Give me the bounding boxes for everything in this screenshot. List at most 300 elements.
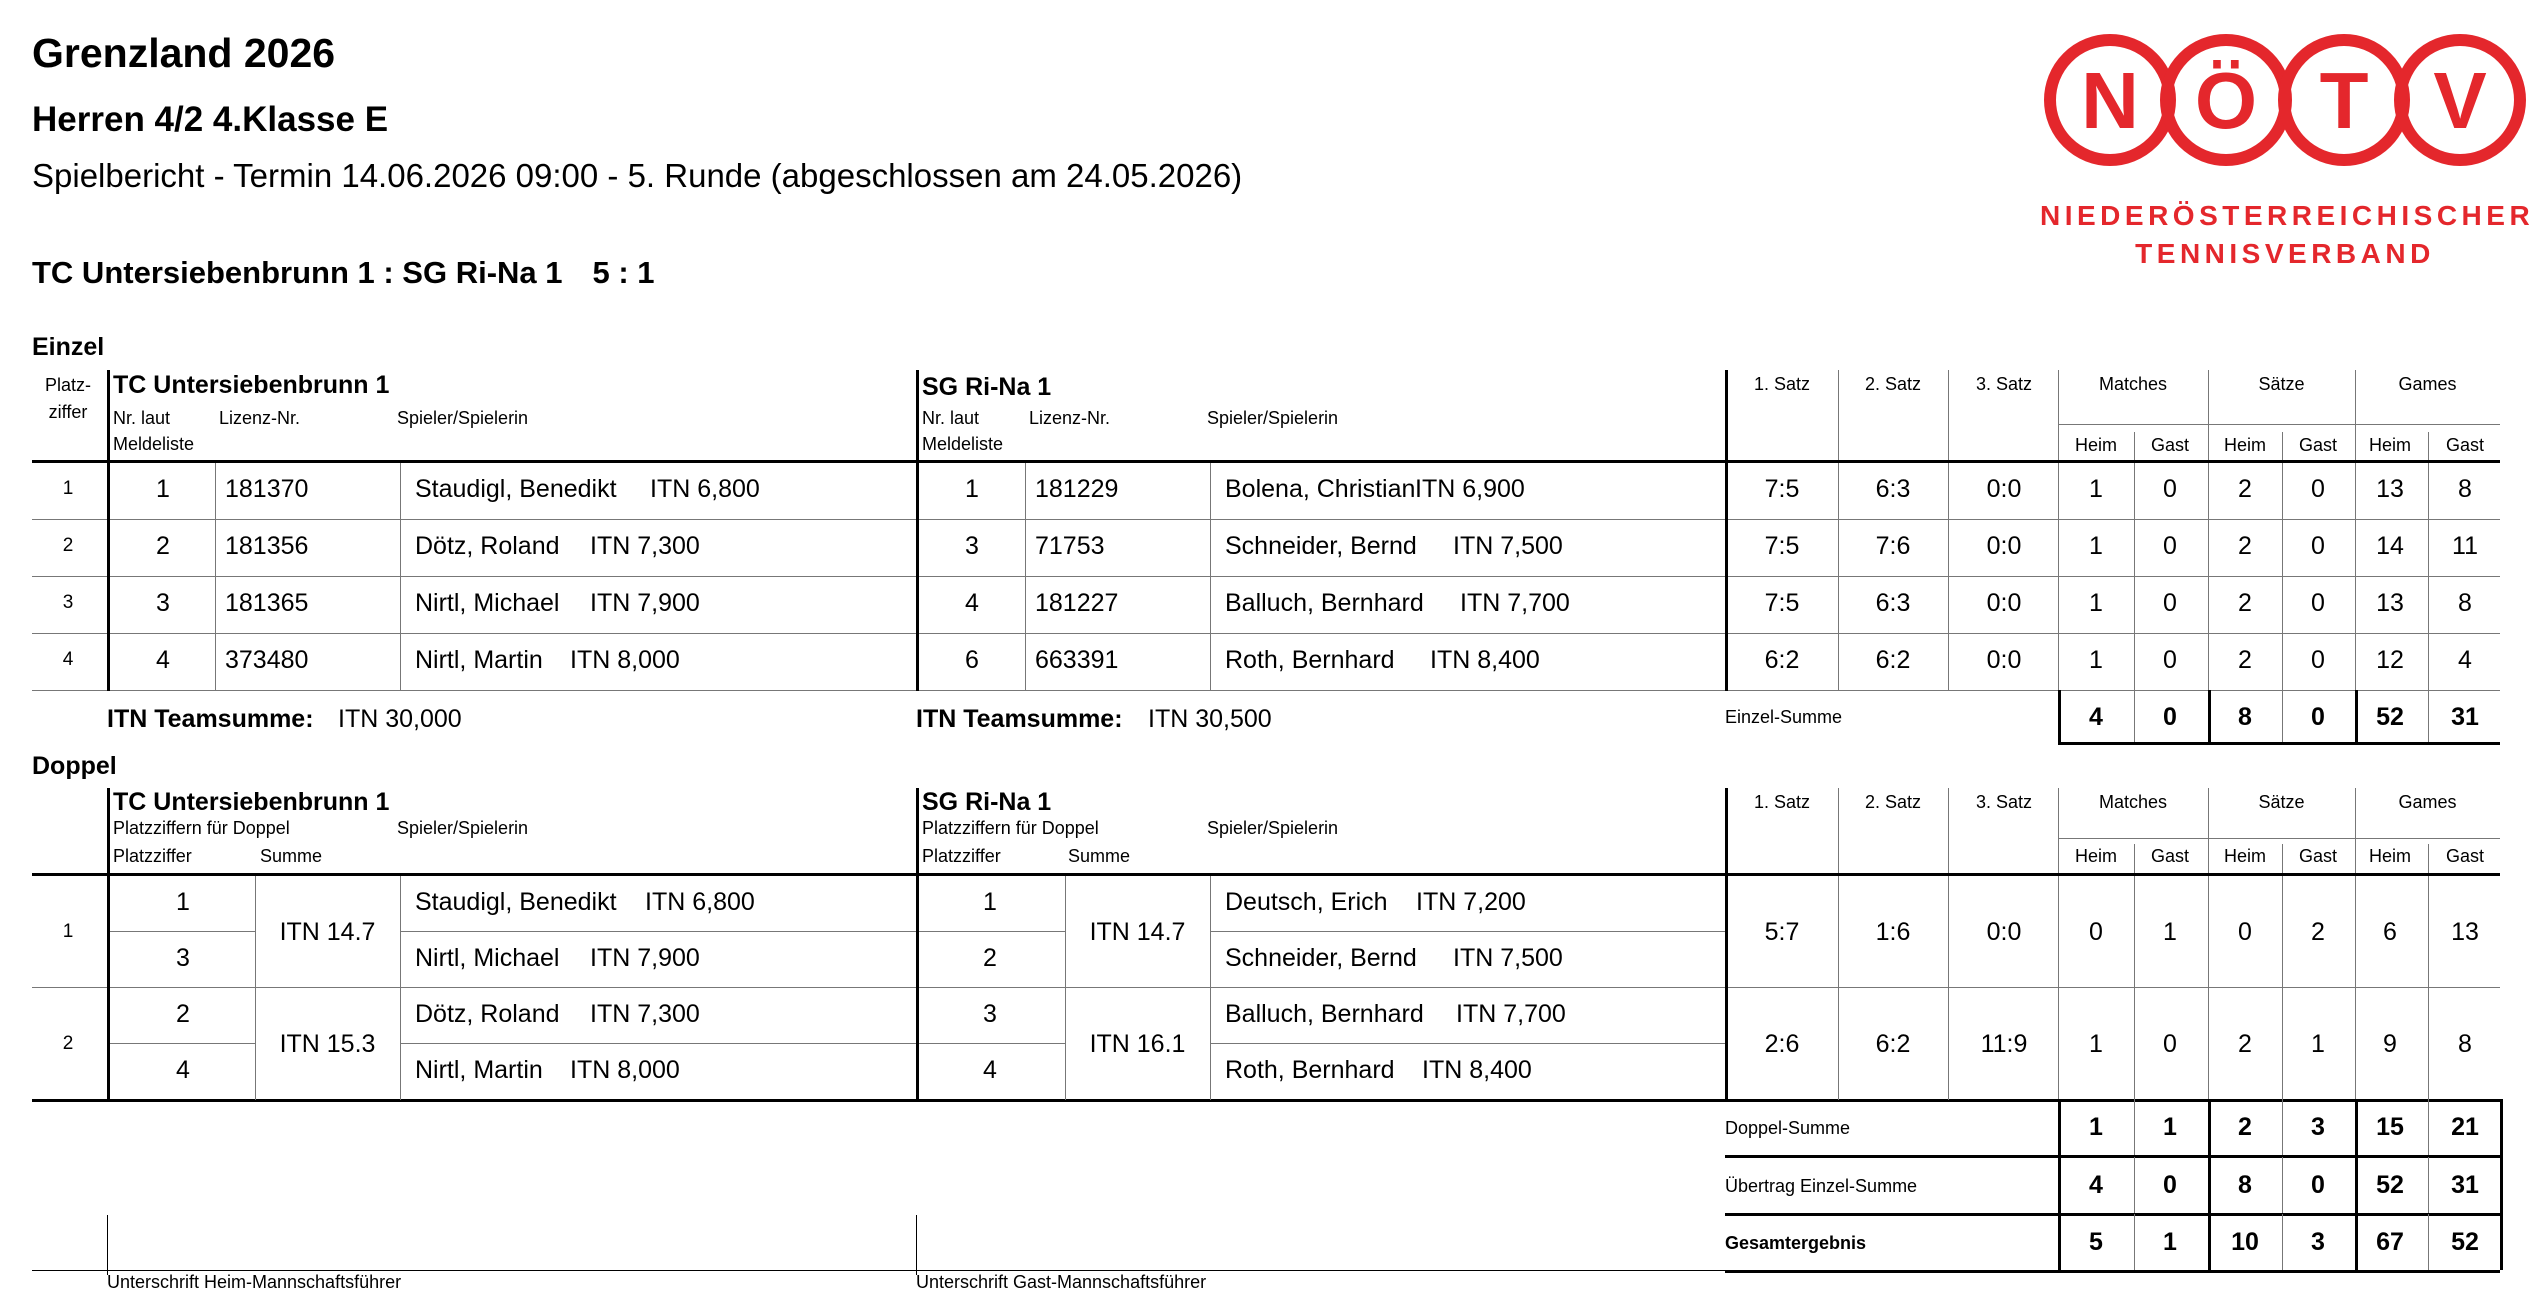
rule-line [1838, 370, 1839, 460]
header-satz1: 1. Satz [1753, 374, 1811, 394]
rule-line [2134, 1099, 2135, 1157]
rule-line [1948, 463, 1949, 691]
singles-away-name: Bolena, Christian [1225, 475, 1416, 503]
singles-platzziffer: 1 [62, 478, 74, 499]
header-platz: Platz- [44, 375, 92, 395]
header-spieler-doppel-home: Spieler/Spielerin [397, 818, 529, 838]
doubles-home-pz2: 4 [176, 1056, 190, 1084]
rule-line [2208, 690, 2211, 744]
singles-s3: 0:0 [1986, 646, 2022, 674]
doppel-header-satz2: 2. Satz [1864, 792, 1922, 812]
singles-home-nr: 4 [156, 646, 170, 674]
doubles-home-name1: Dötz, Roland [415, 1000, 560, 1028]
singles-away-name: Balluch, Bernhard [1225, 589, 1424, 617]
match-score: 5 : 1 [592, 255, 655, 290]
rule-line [1725, 1213, 2500, 1216]
doubles-home-pz1: 2 [176, 1000, 190, 1028]
rule-line [2428, 876, 2429, 1100]
singles-gG: 4 [2458, 646, 2472, 674]
rule-line [916, 788, 919, 874]
rule-line [916, 463, 919, 691]
header-saetze: Sätze [2258, 374, 2305, 394]
logo-letter-t: T [2319, 56, 2369, 145]
doubles-sH: 0 [2238, 918, 2252, 946]
doubles-s1: 2:6 [1764, 1030, 1800, 1058]
header-pf-doppel-home: Platzziffern für Doppel [113, 818, 290, 838]
rule-line [107, 370, 110, 460]
uebertrag-summe-gG: 31 [2451, 1171, 2479, 1199]
gesamtergebnis-mG: 1 [2163, 1228, 2177, 1256]
page-title: Grenzland 2026 [32, 30, 336, 76]
doppel-header-gH-heim: Heim [2368, 846, 2412, 866]
doubles-home-summe: ITN 14.7 [279, 918, 376, 946]
singles-mG: 0 [2163, 532, 2177, 560]
rule-line [2058, 1157, 2061, 1215]
doubles-home-itn2: ITN 8,000 [570, 1056, 680, 1084]
rule-line [2134, 690, 2135, 744]
doubles-away-name2: Roth, Bernhard [1225, 1056, 1395, 1084]
singles-home-name: Nirtl, Michael [415, 589, 560, 617]
rule-line [916, 931, 1065, 932]
header-meldeliste-home: Meldeliste [113, 434, 195, 454]
rule-line [2134, 463, 2135, 691]
signature-home-label: Unterschrift Heim-Mannschaftsführer [107, 1272, 402, 1292]
gesamtergebnis-gH: 67 [2376, 1228, 2404, 1256]
singles-away-nr: 6 [965, 646, 979, 674]
doppel-header-mG-gast: Gast [2150, 846, 2190, 866]
singles-mG: 0 [2163, 646, 2177, 674]
singles-gG: 8 [2458, 475, 2472, 503]
rule-line [32, 460, 2500, 463]
singles-s2: 6:3 [1875, 475, 1911, 503]
header-gG-gast: Gast [2445, 435, 2485, 455]
singles-sG: 0 [2311, 475, 2325, 503]
singles-sH: 2 [2238, 532, 2252, 560]
doubles-away-itn2: ITN 8,400 [1422, 1056, 1532, 1084]
logo-letter-n: N [2081, 56, 2139, 145]
rule-line [32, 519, 2500, 520]
logo-line-1: NIEDERÖSTERREICHISCHER [2040, 200, 2535, 231]
rule-line [1838, 876, 1839, 1100]
doubles-away-itn1: ITN 7,700 [1456, 1000, 1566, 1028]
singles-home-itn: ITN 7,300 [590, 532, 700, 560]
rule-line [2355, 1157, 2358, 1215]
rule-line [916, 1043, 1065, 1044]
rule-line [215, 463, 216, 691]
rule-line [32, 690, 2500, 691]
rule-line [2428, 1157, 2429, 1215]
noetv-logo-mark [2040, 28, 2530, 178]
doubles-sH: 2 [2238, 1030, 2252, 1058]
singles-gH: 13 [2376, 589, 2404, 617]
doppel-header-saetze: Sätze [2258, 792, 2305, 812]
uebertrag-summe-gH: 52 [2376, 1171, 2404, 1199]
singles-away-itn: ITN 7,500 [1453, 532, 1563, 560]
header-pf-doppel-away: Platzziffern für Doppel [922, 818, 1099, 838]
rule-line [2282, 1214, 2283, 1272]
league-name: Herren 4/2 4.Klasse E [32, 100, 389, 139]
singles-s2: 6:3 [1875, 589, 1911, 617]
rule-line [1065, 876, 1066, 1100]
singles-away-name: Roth, Bernhard [1225, 646, 1395, 674]
rule-line [1838, 788, 1839, 874]
rule-line [916, 370, 919, 460]
rule-line [2428, 1214, 2429, 1272]
rule-line [2208, 370, 2209, 460]
rule-line [1725, 463, 1728, 691]
match-teams: TC Untersiebenbrunn 1 : SG Ri-Na 1 [32, 255, 563, 290]
doppel-header-satz3: 3. Satz [1975, 792, 2033, 812]
doubles-mH: 0 [2089, 918, 2103, 946]
doubles-away-itn1: ITN 7,200 [1416, 888, 1526, 916]
doppel-summe-mH: 1 [2089, 1113, 2103, 1141]
rule-line [2208, 876, 2209, 1100]
singles-away-itn: ITN 8,400 [1430, 646, 1540, 674]
doubles-s1: 5:7 [1764, 918, 1800, 946]
doppel-summe-gG: 21 [2451, 1113, 2479, 1141]
uebertrag-summe-mH: 4 [2089, 1171, 2103, 1199]
doubles-away-name1: Balluch, Bernhard [1225, 1000, 1424, 1028]
rule-line [400, 876, 401, 1100]
rule-line [2134, 876, 2135, 1100]
doppel-summe-sH: 2 [2238, 1113, 2252, 1141]
singles-gG: 8 [2458, 589, 2472, 617]
singles-s1: 6:2 [1764, 646, 1800, 674]
rule-line [2282, 463, 2283, 691]
singles-platzziffer: 3 [62, 592, 74, 613]
rule-line [32, 633, 2500, 634]
header-meldeliste-away: Meldeliste [922, 434, 1004, 454]
rule-line [2208, 1099, 2211, 1157]
rule-line [400, 1043, 916, 1044]
rule-line [2058, 788, 2059, 874]
rule-line [2058, 742, 2500, 745]
singles-away-name: Schneider, Bernd [1225, 532, 1417, 560]
doppel-summe-sG: 3 [2311, 1113, 2325, 1141]
doubles-s3: 0:0 [1986, 918, 2022, 946]
doppel-summe-gH: 15 [2376, 1113, 2404, 1141]
doppel-header-matches: Matches [2098, 792, 2168, 812]
singles-away-lizenz: 181229 [1035, 475, 1119, 503]
rule-line [400, 463, 401, 691]
einzel-summe-mH: 4 [2089, 703, 2103, 731]
doubles-away-pz2: 4 [983, 1056, 997, 1084]
einzel-summe-sH: 8 [2238, 703, 2252, 731]
doubles-platzziffer: 2 [62, 1033, 74, 1054]
rule-line [2355, 1099, 2358, 1157]
rule-line [255, 876, 256, 1100]
rule-line [916, 876, 919, 1100]
doubles-away-name1: Deutsch, Erich [1225, 888, 1388, 916]
rule-line [2058, 463, 2059, 691]
doppel-header-gG-gast: Gast [2445, 846, 2485, 866]
header-nr-away: Nr. laut [922, 408, 980, 428]
uebertrag-summe-sG: 0 [2311, 1171, 2325, 1199]
header-spieler-home: Spieler/Spielerin [397, 408, 529, 428]
rule-line [1725, 876, 1728, 1100]
singles-sG: 0 [2311, 646, 2325, 674]
rule-line [2428, 690, 2429, 744]
rule-line [2058, 876, 2059, 1100]
singles-home-lizenz: 181365 [225, 589, 309, 617]
section-doppel-title: Doppel [32, 752, 117, 780]
rule-line [2428, 432, 2429, 460]
singles-gH: 14 [2376, 532, 2404, 560]
doubles-mH: 1 [2089, 1030, 2103, 1058]
rule-line [1725, 370, 1728, 460]
rule-line [2058, 690, 2061, 744]
singles-mH: 1 [2089, 589, 2103, 617]
rule-line [400, 931, 916, 932]
singles-away-nr: 1 [965, 475, 979, 503]
doubles-s2: 6:2 [1875, 1030, 1911, 1058]
header-gH-heim: Heim [2368, 435, 2412, 455]
doubles-away-pz2: 2 [983, 944, 997, 972]
singles-mG: 0 [2163, 589, 2177, 617]
header-satz3: 3. Satz [1975, 374, 2033, 394]
doppel-header-sH-heim: Heim [2223, 846, 2267, 866]
header-satz2: 2. Satz [1864, 374, 1922, 394]
gesamtergebnis-gG: 52 [2451, 1228, 2479, 1256]
singles-away-itn: ITN 6,900 [1415, 475, 1525, 503]
rule-line [2208, 788, 2209, 874]
singles-home-lizenz: 373480 [225, 646, 309, 674]
header-summe-away: Summe [1068, 846, 1131, 866]
rule-line [2282, 690, 2283, 744]
rule-line [2134, 1157, 2135, 1215]
doppel-header-sG-gast: Gast [2298, 846, 2338, 866]
header-sH-heim: Heim [2223, 435, 2267, 455]
singles-mH: 1 [2089, 532, 2103, 560]
singles-mH: 1 [2089, 646, 2103, 674]
rule-line [2134, 432, 2135, 460]
doubles-s2: 1:6 [1875, 918, 1911, 946]
singles-s2: 7:6 [1875, 532, 1911, 560]
singles-s1: 7:5 [1764, 475, 1800, 503]
singles-sH: 2 [2238, 589, 2252, 617]
rule-line [32, 987, 2500, 988]
doppel-summe-mG: 1 [2163, 1113, 2177, 1141]
doubles-home-name1: Staudigl, Benedikt [415, 888, 617, 916]
singles-s2: 6:2 [1875, 646, 1911, 674]
singles-sH: 2 [2238, 646, 2252, 674]
rule-line [1948, 788, 1949, 874]
doubles-home-itn2: ITN 7,900 [590, 944, 700, 972]
header-games: Games [2398, 374, 2457, 394]
header-sG-gast: Gast [2298, 435, 2338, 455]
home-teamsumme-label: ITN Teamsumme: [107, 705, 314, 733]
singles-home-itn: ITN 7,900 [590, 589, 700, 617]
header-summe-home: Summe [260, 846, 323, 866]
logo-line-2: TENNISVERBAND [2135, 238, 2435, 269]
header-mG-gast: Gast [2150, 435, 2190, 455]
rule-line [2058, 838, 2500, 839]
rule-line [2208, 1214, 2211, 1272]
rule-line [1210, 1043, 1725, 1044]
singles-home-nr: 3 [156, 589, 170, 617]
singles-sG: 0 [2311, 589, 2325, 617]
doubles-away-name2: Schneider, Bernd [1225, 944, 1417, 972]
doppel-away-team: SG Ri-Na 1 [922, 788, 1052, 816]
rule-line [2355, 690, 2358, 744]
singles-away-lizenz: 71753 [1035, 532, 1105, 560]
rule-line [916, 1215, 917, 1275]
header-lizenz-home: Lizenz-Nr. [219, 408, 301, 428]
header-spieler-doppel-away: Spieler/Spielerin [1207, 818, 1339, 838]
rule-line [2355, 788, 2356, 874]
doubles-mG: 1 [2163, 918, 2177, 946]
noetv-logo [2040, 28, 2535, 278]
einzel-away-team: SG Ri-Na 1 [922, 373, 1052, 401]
singles-home-nr: 2 [156, 532, 170, 560]
header-spieler-away: Spieler/Spielerin [1207, 408, 1339, 428]
doppel-header-games: Games [2398, 792, 2457, 812]
singles-s1: 7:5 [1764, 532, 1800, 560]
singles-away-lizenz: 663391 [1035, 646, 1119, 674]
doubles-home-pz1: 1 [176, 888, 190, 916]
header-nr-home: Nr. laut [113, 408, 171, 428]
header-platzziffer-home: Platzziffer [113, 846, 192, 866]
report-meta: Spielbericht - Termin 14.06.2026 09:00 - 5. Runde (abgeschlossen am 24.05.2026) [32, 157, 1243, 194]
rule-line [107, 463, 110, 691]
doubles-mG: 0 [2163, 1030, 2177, 1058]
singles-home-lizenz: 181370 [225, 475, 309, 503]
uebertrag-summe-mG: 0 [2163, 1171, 2177, 1199]
rule-line [2058, 424, 2500, 425]
rule-line [2500, 1099, 2503, 1270]
singles-away-itn: ITN 7,700 [1460, 589, 1570, 617]
rule-line [2428, 844, 2429, 874]
singles-home-name: Nirtl, Martin [415, 646, 543, 674]
rule-line [1210, 876, 1211, 1100]
match-title [32, 255, 655, 291]
rule-line [2355, 1214, 2358, 1272]
header-ziffer: ziffer [48, 402, 88, 422]
doubles-sG: 2 [2311, 918, 2325, 946]
einzel-summe-label: Einzel-Summe [1725, 707, 1843, 727]
doubles-home-name2: Nirtl, Martin [415, 1056, 543, 1084]
rule-line [2282, 432, 2283, 460]
doubles-gG: 13 [2451, 918, 2479, 946]
singles-away-nr: 4 [965, 589, 979, 617]
rule-line [2428, 463, 2429, 691]
doubles-away-itn2: ITN 7,500 [1453, 944, 1563, 972]
doubles-home-pz2: 3 [176, 944, 190, 972]
gesamtergebnis-sH: 10 [2231, 1228, 2259, 1256]
home-teamsumme-value: ITN 30,000 [338, 705, 462, 733]
singles-gG: 11 [2452, 532, 2478, 560]
rule-line [2134, 1214, 2135, 1272]
singles-sH: 2 [2238, 475, 2252, 503]
singles-mH: 1 [2089, 475, 2103, 503]
header-matches: Matches [2098, 374, 2168, 394]
singles-sG: 0 [2311, 532, 2325, 560]
rule-line [1210, 463, 1211, 691]
rule-line [107, 1043, 255, 1044]
logo-letter-v: V [2433, 56, 2487, 145]
einzel-summe-sG: 0 [2311, 703, 2325, 731]
rule-line [1210, 931, 1725, 932]
rule-line [2282, 1099, 2283, 1157]
gesamtergebnis-mH: 5 [2089, 1228, 2103, 1256]
doubles-away-summe: ITN 14.7 [1089, 918, 1186, 946]
doubles-s3: 11:9 [1980, 1030, 2028, 1058]
singles-gH: 13 [2376, 475, 2404, 503]
singles-s1: 7:5 [1764, 589, 1800, 617]
doubles-sG: 1 [2311, 1030, 2325, 1058]
rule-line [2355, 370, 2356, 460]
doubles-home-summe: ITN 15.3 [279, 1030, 376, 1058]
singles-gH: 12 [2376, 646, 2404, 674]
rule-line [2208, 463, 2209, 691]
rule-line [2428, 1099, 2429, 1157]
rule-line [32, 576, 2500, 577]
rule-line [1948, 370, 1949, 460]
logo-letter-oe: Ö [2194, 56, 2258, 145]
rule-line [32, 873, 2500, 876]
singles-platzziffer: 4 [62, 649, 74, 670]
rule-line [1948, 876, 1949, 1100]
doppel-home-team: TC Untersiebenbrunn 1 [113, 788, 390, 816]
header-mH-heim: Heim [2074, 435, 2118, 455]
gesamtergebnis-label: Gesamtergebnis [1725, 1233, 1867, 1253]
uebertrag-summe-sH: 8 [2238, 1171, 2252, 1199]
einzel-home-team: TC Untersiebenbrunn 1 [113, 371, 390, 399]
doppel-header-satz1: 1. Satz [1753, 792, 1811, 812]
rule-line [1725, 1155, 2500, 1158]
einzel-summe-gH: 52 [2376, 703, 2404, 731]
rule-line [1025, 463, 1026, 691]
singles-s3: 0:0 [1986, 532, 2022, 560]
doubles-home-itn1: ITN 6,800 [645, 888, 755, 916]
rule-line [2058, 1099, 2061, 1157]
rule-line [1725, 1270, 2500, 1273]
singles-mG: 0 [2163, 475, 2177, 503]
rule-line [107, 931, 255, 932]
doubles-gH: 9 [2383, 1030, 2397, 1058]
away-teamsumme-value: ITN 30,500 [1148, 705, 1272, 733]
singles-s3: 0:0 [1986, 475, 2022, 503]
doubles-gG: 8 [2458, 1030, 2472, 1058]
rule-line [32, 1270, 1725, 1271]
rule-line [2058, 1214, 2061, 1272]
doubles-gH: 6 [2383, 918, 2397, 946]
singles-platzziffer: 2 [62, 535, 74, 556]
rule-line [2282, 844, 2283, 874]
rule-line [2355, 876, 2356, 1100]
rule-line [1725, 788, 1728, 874]
singles-home-name: Dötz, Roland [415, 532, 560, 560]
doppel-summe-label: Doppel-Summe [1725, 1118, 1851, 1138]
doubles-home-name2: Nirtl, Michael [415, 944, 560, 972]
singles-away-nr: 3 [965, 532, 979, 560]
signature-away-label: Unterschrift Gast-Mannschaftsführer [916, 1272, 1207, 1292]
doubles-home-itn1: ITN 7,300 [590, 1000, 700, 1028]
doubles-away-pz1: 1 [983, 888, 997, 916]
gesamtergebnis-sG: 3 [2311, 1228, 2325, 1256]
rule-line [1838, 463, 1839, 691]
doubles-away-summe: ITN 16.1 [1089, 1030, 1186, 1058]
rule-line [2355, 463, 2356, 691]
rule-line [2134, 844, 2135, 874]
rule-line [2208, 1157, 2211, 1215]
doubles-platzziffer: 1 [62, 921, 74, 942]
singles-away-lizenz: 181227 [1035, 589, 1119, 617]
rule-line [107, 1215, 108, 1275]
rule-line [2282, 1157, 2283, 1215]
rule-line [2282, 876, 2283, 1100]
rule-line [107, 788, 110, 874]
